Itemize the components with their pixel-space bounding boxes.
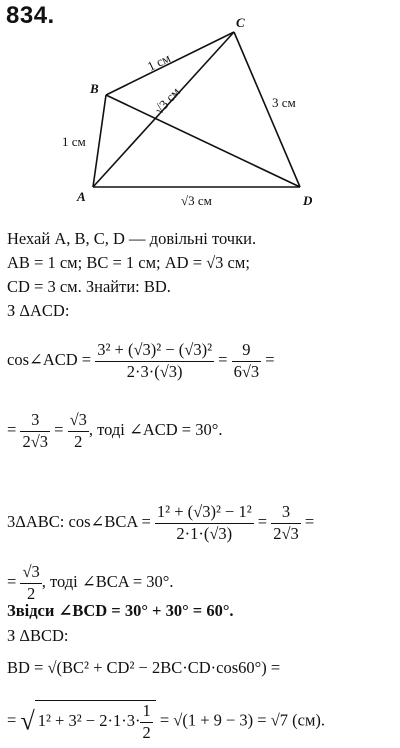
cos-acd-equation: cos∠ACD = $\frac{\text{3² + (√3)² − (√3)²}}{2\cdot 3\cdot(√3)}$ = $\frac{9}{6√3}$ = bbox=[7, 340, 275, 381]
bd-half-den: 2 bbox=[142, 722, 151, 742]
given-line-3: CD = 3 см. Знайти: BD. bbox=[7, 277, 171, 296]
from-acd: З ΔACD: bbox=[7, 301, 70, 320]
vertex-a-label: A bbox=[77, 189, 86, 204]
cos-acd-result-den: 6√3 bbox=[233, 361, 260, 381]
cos-bca-result bbox=[271, 502, 301, 544]
cos-bca-equation: 3ΔABC: cos∠BCA = $\frac{\text{1² + (√3)² − 1²}}{2\cdot 1\cdot(√3)}$ = $\frac{3}{2√3}$ = bbox=[7, 502, 315, 543]
cos-bca-denominator: 2·1·(√3) bbox=[176, 523, 233, 543]
bd-formula: BD = √(BC² + CD² − 2BC·CD·cos60°) = bbox=[7, 658, 281, 677]
cos-bca-label: 3ΔABC: cos∠BCA bbox=[7, 511, 138, 531]
bd-calculation: = √ 1² + 3² − 2·1·3· $\frac{1}{2}$ = √(1 + 9 − 3) = √7 (см). bbox=[7, 701, 326, 742]
cos-bca-fraction bbox=[155, 502, 254, 544]
acd-simplified-fraction bbox=[20, 410, 50, 452]
bca-angle-conclusion: , тоді ∠BCA = 30°. bbox=[41, 571, 174, 591]
bcd-angle-line: Звідси ∠BCD = 30° + 30° = 60°. bbox=[7, 601, 234, 620]
cos-bca-numerator: 1² + (√3)² − 1² bbox=[155, 502, 254, 524]
bd-sqrt-inner: 1² + 3² − 2·1·3· bbox=[37, 710, 141, 730]
vertex-c-label: C bbox=[236, 15, 245, 30]
cos-acd-fraction bbox=[95, 340, 214, 382]
acd-angle-line: = $\frac{3}{2√3}$ = $\frac{√3}{2}$ , тоді ∠ACD = 30°. bbox=[7, 410, 223, 451]
cos-acd-denominator: 2·3·(√3) bbox=[126, 361, 183, 381]
bca-final-fraction bbox=[20, 562, 41, 604]
cos-acd-numerator: 3² + (√3)² − (√3)² bbox=[95, 340, 214, 362]
cos-acd-result-num: 9 bbox=[232, 340, 262, 362]
side-ab bbox=[93, 95, 106, 187]
acd-simplified-num: 3 bbox=[20, 410, 50, 432]
cos-bca-result-num: 3 bbox=[271, 502, 301, 524]
from-bcd: З ΔBCD: bbox=[7, 626, 69, 645]
bd-half-num: 1 bbox=[140, 701, 152, 723]
cos-bca-result-den: 2√3 bbox=[273, 523, 299, 543]
acd-final-fraction bbox=[68, 410, 89, 452]
acd-simplified-den: 2√3 bbox=[22, 431, 48, 451]
acd-final-num: √3 bbox=[68, 410, 89, 432]
given-line-1: Нехай A, B, C, D — довільні точки. bbox=[7, 229, 257, 248]
label-ab: 1 см bbox=[62, 134, 86, 149]
label-ad: √3 см bbox=[181, 193, 212, 208]
quadrilateral-figure bbox=[0, 0, 400, 215]
given-line-2: AB = 1 см; BC = 1 см; AD = √3 см; bbox=[7, 253, 250, 272]
label-cd: 3 см bbox=[272, 95, 296, 110]
acd-final-den: 2 bbox=[74, 431, 83, 451]
acd-angle-conclusion: , тоді ∠ACD = 30°. bbox=[88, 419, 223, 439]
cos-acd-result bbox=[232, 340, 262, 382]
sqrt-sign-icon: √ bbox=[20, 706, 35, 736]
label-ac: √3 см bbox=[151, 84, 183, 118]
bd-half-fraction bbox=[140, 701, 152, 743]
label-bc: 1 см bbox=[144, 50, 173, 74]
bca-final-den: 2 bbox=[26, 583, 36, 603]
bca-final-num: √3 bbox=[20, 562, 41, 584]
cos-acd-label: cos∠ACD bbox=[7, 349, 78, 369]
bd-sqrt bbox=[20, 700, 155, 743]
vertex-b-label: B bbox=[90, 81, 99, 96]
bd-result: = √(1 + 9 − 3) = √7 (см). bbox=[159, 710, 326, 730]
problem-number: 834. bbox=[6, 2, 55, 29]
bca-angle-line: = $\frac{√3}{2}$ , тоді ∠BCA = 30°. bbox=[7, 562, 174, 603]
vertex-d-label: D bbox=[303, 193, 313, 208]
